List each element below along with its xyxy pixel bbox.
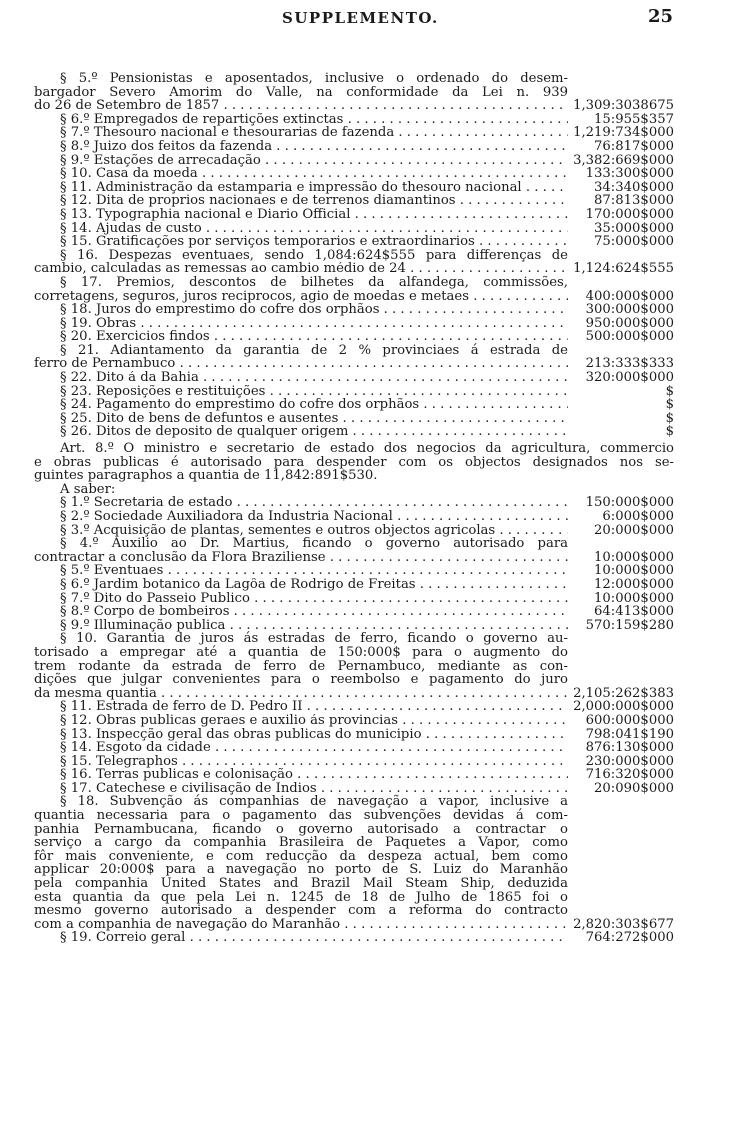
entry-amount: 6:000$000 <box>602 509 674 524</box>
entry-line: § 10. Garantia de juros ás estradas de ferro, ficando o governo au- <box>60 631 568 647</box>
entry-last-line <box>34 357 674 371</box>
entry-last-line <box>34 687 674 701</box>
entry-line: § 5.º Pensionistas e aposentados, inclusive o ordenado do desem- <box>60 71 568 86</box>
ledger-entry <box>34 113 674 127</box>
multiline-entry <box>34 249 674 276</box>
entry-amount: 2,000:000$000 <box>573 699 674 715</box>
entry-text: § 14. Ajudas de custo . . . <box>60 222 568 236</box>
entry-last-line <box>34 99 674 113</box>
ledger-entry <box>34 398 674 412</box>
ledger-entry <box>34 578 674 592</box>
ledger-entry <box>34 605 674 619</box>
entry-amount: 133:300$000 <box>585 166 674 182</box>
a-saber-label: A saber: <box>60 482 116 497</box>
entry-line: quantia necessaria para o pagamento das subvenções devidas á com- <box>34 808 568 824</box>
entry-line: mesmo governo autorisado a despender com a reforma do contracto <box>34 903 568 919</box>
entry-text: contractar a conclusão da Flora Braziliense . . . <box>34 551 568 565</box>
entry-amount: 20:000$000 <box>594 522 674 538</box>
entry-amount: 75:000$000 <box>594 234 674 250</box>
entry-amount: 3,382:669$000 <box>573 152 674 168</box>
entry-amount: 2,105:262$383 <box>573 685 674 701</box>
ledger-entry <box>34 768 674 782</box>
entry-text: do 26 de Setembro de 1857 . . . <box>34 99 568 113</box>
ledger-entry <box>34 728 674 742</box>
article-line: e obras publicas é autorisado para despender com os objectos designados nos se- <box>34 454 674 470</box>
entry-last-line <box>34 918 674 932</box>
entry-text: § 14. Esgoto da cidade . . . <box>60 741 568 755</box>
ledger-entry <box>34 317 674 331</box>
entry-amount: 76:817$000 <box>594 138 674 154</box>
entry-amount: 230:000$000 <box>585 753 674 769</box>
entry-amount: 320:000$000 <box>585 370 674 386</box>
entry-text: cambio, calculadas as remessas ao cambio médio de 24 . . . <box>34 262 568 276</box>
entry-text: § 12. Obras publicas geraes e auxilio ás provincias . . . <box>60 714 568 728</box>
entry-line: pela companhia United States and Brazil Mail Steam Ship, deduzida <box>34 876 568 892</box>
entry-text: § 19. Obras . . . <box>60 317 568 331</box>
ledger-entry <box>34 510 674 524</box>
ledger-entry <box>34 564 674 578</box>
entry-line: torisado a empregar até a quantia de 150:000$ para o augmento do <box>34 644 568 660</box>
entry-amount: 35:000$000 <box>594 220 674 236</box>
entry-text: § 9.º Illuminação publica . . . <box>60 619 568 633</box>
entry-amount: 10:000$000 <box>594 590 674 606</box>
entry-text: § 7.º Thesouro nacional e thesourarias de fazenda . . . <box>60 126 568 140</box>
entry-amount: $ <box>665 383 674 399</box>
entry-text: § 13. Inspecção geral das obras publicas do municipio . . . <box>60 728 568 742</box>
entry-line: serviço a cargo da companhia Brasileira de Paquetes a Vapor, como <box>34 835 568 851</box>
entry-last-line <box>34 551 674 565</box>
entry-text: § 12. Dita de proprios nacionaes e de terrenos diamantinos . . . <box>60 194 568 208</box>
multiline-entry <box>34 276 674 303</box>
entry-amount: 500:000$000 <box>585 329 674 345</box>
entry-amount: 716:320$000 <box>585 767 674 783</box>
article-8 <box>34 442 674 483</box>
entry-line: bargador Severo Amorim do Valle, na conformidade da Lei n. 939 <box>34 84 568 100</box>
multiline-entry <box>34 72 674 113</box>
entry-text: § 20. Exercicios findos . . . <box>60 330 568 344</box>
multiline-entry <box>34 344 674 371</box>
entry-text: § 7.º Dito do Passeio Publico . . . <box>60 592 568 606</box>
entry-amount: 213:333$333 <box>585 356 674 372</box>
ledger-entry <box>34 755 674 769</box>
entry-text: § 11. Estrada de ferro de D. Pedro II . . . <box>60 700 568 714</box>
ledger-entry <box>34 154 674 168</box>
entry-text: § 6.º Empregados de repartições extinctas . . . <box>60 113 568 127</box>
entry-line: fôr mais conveniente, e com reducção da despeza actual, bem como <box>34 848 568 864</box>
entry-amount: 12:000$000 <box>594 576 674 592</box>
multiline-entry <box>34 795 674 931</box>
entry-amount: 34:340$000 <box>594 179 674 195</box>
entry-text: corretagens, seguros, juros reciprocos, agio de moedas e metaes . . . <box>34 290 568 304</box>
entry-amount: $ <box>665 424 674 440</box>
ledger-entry <box>34 194 674 208</box>
entry-text: § 10. Casa da moeda . . . <box>60 167 568 181</box>
entry-amount: 798:041$190 <box>585 726 674 742</box>
ledger-entry <box>34 592 674 606</box>
entry-text: § 13. Typographia nacional e Diario Official . . . <box>60 208 568 222</box>
entry-amount: 600:000$000 <box>585 712 674 728</box>
entry-amount: 87:813$000 <box>594 193 674 209</box>
entry-text: § 25. Dito de bens de defuntos e ausentes . . . <box>60 412 568 426</box>
ledger-entry <box>34 931 674 945</box>
entry-text: § 19. Correio geral . . . <box>60 931 568 945</box>
entry-line: § 16. Despezas eventuaes, sendo 1,084:624$555 para differenças de <box>60 247 568 263</box>
entry-line: § 4.º Auxilio ao Dr. Martius, ficando o governo autorisado para <box>60 536 568 552</box>
entry-amount: 1,124:624$555 <box>573 261 674 277</box>
page-header <box>0 0 736 30</box>
entry-amount: 570:159$280 <box>585 617 674 633</box>
page-number: 25 <box>648 6 674 27</box>
ledger-entry <box>34 181 674 195</box>
ledger-entry <box>34 782 674 796</box>
entry-amount: 1,309:3038675 <box>573 98 674 114</box>
entry-amount: 1,219:734$000 <box>573 125 674 141</box>
entry-text: § 3.º Acquisição de plantas, sementes e outros objectos agricolas . . . <box>60 524 568 538</box>
entry-text: § 26. Ditos de deposito de qualquer origem . . . <box>60 425 568 439</box>
article-line: guintes paragraphos a quantia de 11,842:891$530. <box>34 468 378 484</box>
entry-amount: 876:130$000 <box>585 740 674 756</box>
entry-line: trem rodante da estrada de ferro de Pernambuco, mediante as con- <box>34 658 568 674</box>
ledger-entry <box>34 167 674 181</box>
ledger-entry <box>34 330 674 344</box>
entry-amount: 15:955$357 <box>594 111 674 127</box>
entry-amount: 10:000$000 <box>594 563 674 579</box>
ledger-entry <box>34 700 674 714</box>
entry-text: § 11. Administração da estamparia e impressão do thesouro nacional . . . <box>60 181 568 195</box>
ledger-entry <box>34 425 674 439</box>
ledger-entry <box>34 412 674 426</box>
entry-amount: 300:000$000 <box>585 302 674 318</box>
entry-line: esta quantia da que pela Lei n. 1245 de 18 de Julho de 1865 foi o <box>34 889 568 905</box>
entry-amount: 2,820:303$677 <box>573 916 674 932</box>
ledger-entry <box>34 385 674 399</box>
entry-text: § 23. Reposições e restituições . . . <box>60 385 568 399</box>
entry-last-line <box>34 290 674 304</box>
document-body <box>34 72 674 945</box>
entry-text: § 18. Juros do emprestimo do cofre dos orphãos . . . <box>60 303 568 317</box>
entry-text: § 6.º Jardim botanico da Lagôa de Rodrigo de Freitas . . . <box>60 578 568 592</box>
entry-text: § 9.º Estações de arrecadação . . . <box>60 154 568 168</box>
entry-line: dições que julgar convenientes para o reembolso e pagamento do juro <box>34 672 568 688</box>
entry-text: § 8.º Juizo dos feitos da fazenda . . . <box>60 140 568 154</box>
entry-line: panhia Pernambucana, ficando o governo autorisado a contractar o <box>34 821 568 837</box>
entry-text: § 16. Terras publicas e colonisação . . . <box>60 768 568 782</box>
entry-text: § 24. Pagamento do emprestimo do cofre dos orphãos . . . <box>60 398 568 412</box>
entry-text: da mesma quantia . . . <box>34 687 568 701</box>
entry-text: com a companhia de navegação do Maranhão . . . <box>34 918 568 932</box>
ledger-entry <box>34 741 674 755</box>
entry-text: § 8.º Corpo de bombeiros . . . <box>60 605 568 619</box>
ledger-entry <box>34 303 674 317</box>
running-title: SUPPLEMENTO. <box>282 9 439 27</box>
entry-amount: 400:000$000 <box>585 288 674 304</box>
entry-line: § 18. Subvenção ás companhias de navegação a vapor, inclusive a <box>60 794 568 810</box>
entry-amount: 150:000$000 <box>585 495 674 511</box>
ledger-entry <box>34 140 674 154</box>
ledger-entry <box>34 619 674 633</box>
entry-amount: 170:000$000 <box>585 206 674 222</box>
entry-text: § 15. Gratificações por serviços temporarios e extraordinarios . . . <box>60 235 568 249</box>
entry-amount: 20:090$000 <box>594 780 674 796</box>
entry-text: § 2.º Sociedade Auxiliadora da Industria Nacional . . . <box>60 510 568 524</box>
entry-amount: 64:413$000 <box>594 604 674 620</box>
entry-last-line <box>34 262 674 276</box>
entry-text: ferro de Pernambuco . . . <box>34 357 568 371</box>
article-line: Art. 8.º O ministro e secretario de estado dos negocios da agricultura, commercio <box>60 441 674 457</box>
ledger-entry <box>34 235 674 249</box>
ledger-entry <box>34 371 674 385</box>
ledger-entry <box>34 222 674 236</box>
entry-text: § 5.º Eventuaes . . . <box>60 564 568 578</box>
ledger-entry <box>34 496 674 510</box>
entry-text: § 15. Telegraphos . . . <box>60 755 568 769</box>
entry-line: § 21. Adiantamento da garantia de 2 % provinciaes á estrada de <box>60 342 568 358</box>
multiline-entry <box>34 537 674 564</box>
ledger-entry <box>34 208 674 222</box>
entry-line: § 17. Premios, descontos de bilhetes da alfandega, commissões, <box>60 274 568 290</box>
entry-text: § 17. Catechese e civilisação de Indios . . . <box>60 782 568 796</box>
ledger-entry <box>34 714 674 728</box>
entry-amount: 10:000$000 <box>594 549 674 565</box>
multiline-entry <box>34 632 674 700</box>
ledger-entry <box>34 524 674 538</box>
entry-text: § 1.º Secretaria de estado . . . <box>60 496 568 510</box>
entry-line: applicar 20:000$ para a navegação no porto de S. Luiz do Maranhão <box>34 862 568 878</box>
entry-amount: $ <box>665 410 674 426</box>
entry-amount: 764:272$000 <box>585 930 674 946</box>
entry-text: § 22. Dito á da Bahia . . . <box>60 371 568 385</box>
ledger-entry <box>34 126 674 140</box>
entry-amount: 950:000$000 <box>585 315 674 331</box>
entry-amount: $ <box>665 397 674 413</box>
